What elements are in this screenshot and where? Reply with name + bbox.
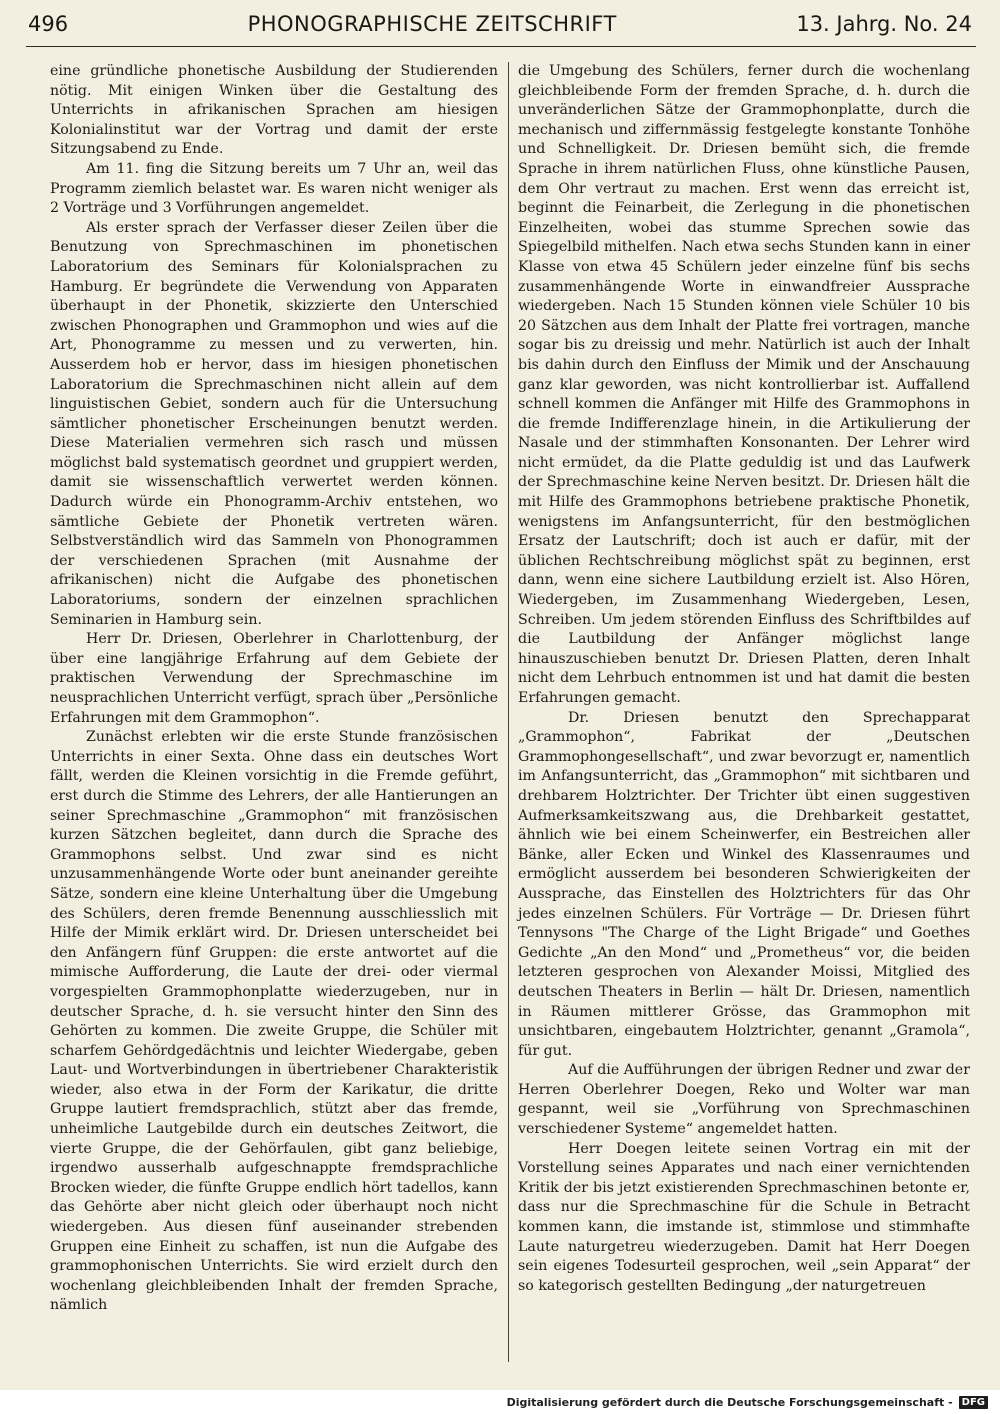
journal-title: PHONOGRAPHISCHE ZEITSCHRIFT [247, 12, 617, 36]
paragraph: die Umgebung des Schülers, ferner durch die wochenlang gleichbleibende Form der fremden Sprache, d. h. durch die unveränderlichen Sätze der Grammophonplatte, durch die mechanisch und ziffernmässig festgelegte konstante Tonhöhe und Schnelligkeit. Dr. Driesen bemüht sich, die fremde Sprache in ihrem natürlichen Fluss, ohne künstliche Pausen, dem Ohr vertraut zu machen. Erst wenn das erreicht ist, beginnt die Feinarbeit, die Zerlegung in die phonetischen Einzelheiten, wobei das stumme Sprechen sowie das Spiegelbild mithelfen. Nach etwa sechs Stunden kann in einer Klasse von etwa 45 Schülern jeder einzelne fünf bis sechs zusammenhängende Worte in einwandfreier Aussprache wiedergeben. Nach 15 Stunden können viele Schüler 10 bis 20 Sätzchen aus dem Inhalt der Platte frei vortragen, manche sogar bis zu dreissig und mehr. Natürlich ist auch der Inhalt bis dahin durch den Einfluss der Mimik und der Anschauung ganz klar geworden, was nicht kontrollierbar ist. Auffallend schnell kommen die Anfänger mit Hilfe des Grammophons in die fremde Indifferenzlage hinein, in die Artikulierung der Nasale und der stimmhaften Konsonanten. Der Lehrer wird nicht ermüdet, da die Platte geduldig ist und das Laufwerk der Sprechmaschine keine Nerven besitzt. Dr. Driesen hält die mit Hilfe des Grammophons betriebene praktische Phonetik, wenigstens im Anfangsunterricht, für den bestmöglichen Ersatz der Lautschrift; doch ist auch er dafür, mit der üblichen Rechtschreibung möglichst spät zu beginnen, erst dann, wenn eine sichere Lautbildung erzielt ist. Also Hören, Wiedergeben, im Zusammenhang Wiedergeben, Lesen, Schreiben. Um jedem störenden Einfluss des Schriftbildes auf die Lautbildung der Anfänger möglichst lange hinauszuschieben benutzt Dr. Driesen Platten, deren Inhalt nicht dem Lehrbuch entnommen ist und hat damit die besten Erfahrungen gemacht. [518, 63, 970, 706]
header-rule [26, 46, 976, 47]
paragraph: Dr. Driesen benutzt den Sprechapparat „Grammophon“, Fabrikat der „Deutschen Grammophongesellschaft“, und zwar bevorzugt er, namentlich im Anfangsunterricht, das „Grammophon“ mit sichtbaren und drehbarem Holztrichter. Der Trichter übt einen suggestiven Aufmerksamkeitszwang aus, die Drehbarkeit gestattet, ähnlich wie bei einem Scheinwerfer, ein Bestreichen aller Bänke, aller Ecken und Winkel des Klassenraumes und ermöglicht ausserdem bei besonderen Schwierigkeiten der Aussprache, das Einstellen des Holztrichters für das Ohr jedes einzelnen Schülers. Für Vorträge — Dr. Driesen führt Tennysons "The Charge of the Light Brigade“ und Goethes Gedichte „An den Mond“ und „Prometheus“ vor, die beiden letzteren gesprochen von Alexander Moissi, Mitglied des deutschen Theaters in Berlin — hält Dr. Driesen, namentlich in Räumen mittlerer Grösse, das Grammophon mit unsichtbaren, eingebautem Holztrichter, genannt „Gramola“, für gut. [518, 709, 970, 1059]
right-column [518, 62, 970, 1296]
issue-label: 13. Jahrg. No. 24 [796, 12, 972, 36]
column-divider [508, 62, 509, 1362]
paragraph: Als erster sprach der Verfasser dieser Zeilen über die Benutzung von Sprechmaschinen im phonetischen Laboratorium des Seminars für Kolonialsprachen zu Hamburg. Er begründete die Verwendung von Apparaten überhaupt in der Phonetik, skizzierte den Unterschied zwischen Phonographen und Grammophon und wies auf die Art, Phonogramme zu messen und zu verwerten, hin. Ausserdem hob er hervor, dass im hiesigen phonetischen Laboratorium die Sprechmaschinen nicht allein auf dem linguistischen Gebiet, sondern auch für die Untersuchung sämtlicher phonetischer Erscheinungen benutzt werden. Diese Materialien vermehren sich rasch und müssen möglichst bald systematisch geordnet und gruppiert werden, damit sie wissenschaftlich verwertet werden können. Dadurch würde ein Phonogramm-Archiv entstehen, wo sämtliche Gebiete der Phonetik vertreten wären. Selbstverständlich wird das Sammeln von Phonogrammen der verschiedenen Sprachen (mit Ausnahme der afrikanischen) nicht die Aufgabe des phonetischen Laboratoriums, sondern der einzelnen sprachlichen Seminarien in Hamburg sein. [50, 219, 498, 628]
paragraph: Herr Doegen leitete seinen Vortrag ein mit der Vorstellung seines Apparates und nach einer vernichtenden Kritik der bis jetzt existierenden Sprechmaschinen betonte er, dass nur die Sprechmaschine für die Schule in Betracht kommen kann, die imstande ist, stimmlose und stimmhafte Laute naturgetreu wiederzugeben. Damit hat Herr Doegen sein eigenes Todesurteil gesprochen, weil „sein Apparat“ der so kategorisch gestellten Bedingung „der naturgetreuen [518, 1140, 970, 1294]
paragraph: Am 11. fing die Sitzung bereits um 7 Uhr an, weil das Programm ziemlich belastet war. Es waren nicht weniger als 2 Vorträge und 3 Vorführungen angemeldet. [50, 160, 498, 217]
paragraph: eine gründliche phonetische Ausbildung der Studierenden nötig. Mit einigen Winken über die Gestaltung des Unterrichts in afrikanischen Sprachen am hiesigen Kolonialinstitut war der Vortrag und damit der erste Sitzungsabend zu Ende. [50, 63, 498, 158]
running-header [28, 12, 972, 48]
digitization-footer [0, 1390, 1000, 1414]
dfg-logo: DFG [959, 1396, 988, 1409]
page-number: 496 [28, 12, 69, 36]
paragraph: Auf die Aufführungen der übrigen Redner und zwar der Herren Oberlehrer Doegen, Reko und Wolter war man gespannt, weil sie „Vorführung von Sprechmaschinen verschiedener Systeme“ angemeldet hatten. [518, 1062, 970, 1138]
paragraph: Herr Dr. Driesen, Oberlehrer in Charlottenburg, der über eine langjährige Erfahrung auf dem Gebiete der praktischen Verwendung der Sprechmaschine im neusprachlichen Unterricht verfügt, sprach über „Persönliche Erfahrungen mit dem Grammophon“. [50, 631, 498, 726]
paragraph: Zunächst erlebten wir die erste Stunde französischen Unterrichts in einer Sexta. Ohne dass ein deutsches Wort fällt, werden die Kleinen vorsichtig in die Fremde geführt, erst durch die Stimme des Lehrers, der alle Hantierungen an seiner Sprechmaschine „Grammophon“ mit französischen kurzen Sätzchen begleitet, dann durch die Sprache des Grammophons selbst. Und zwar sind es nicht unzusammenhängende Worte oder bunt aneinander gereihte Sätze, sondern eine kleine Unterhaltung über die Umgebung des Schülers, deren fremde Benennung ausschliesslich mit Hilfe der Mimik erklärt wird. Dr. Driesen unterscheidet bei den Anfängern fünf Gruppen: die erste antwortet auf die mimische Aufforderung, die Laute der drei- oder viermal vorgespielten Grammophonplatte wiederzugeben, nur in deutscher Sprache, d. h. sie versucht hinter den Sinn des Gehörten zu kommen. Die zweite Gruppe, die Schüler mit scharfem Gehördgedächtnis und leichter Wiedergabe, geben Laut- und Wortverbindungen in übertriebener Charakteristik wieder, also etwa in der Form der Karikatur, die dritte Gruppe lautiert fremdsprachlich, stützt aber das fremde, unheimliche Lautgebilde durch ein deutsches Zeitwort, die vierte Gruppe, die der Gehörfaulen, gibt ganz beliebige, irgendwo ausserhalb aufgeschnappte fremdsprachliche Brocken wieder, die fünfte Gruppe endlich hört tadellos, kann das Gehörte aber nicht gleich oder überhaupt noch nicht wiedergeben. Aus diesen fünf auseinander strebenden Gruppen eine Einheit zu schaffen, ist nun die Aufgabe des grammophonischen Unterrichts. Sie wird erzielt durch den wochenlang gleichbleibenden Inhalt der fremden Sprache, nämlich [50, 729, 498, 1314]
left-column [50, 62, 498, 1316]
funding-credit: Digitalisierung gefördert durch die Deutsche Forschungsgemeinschaft - [506, 1395, 953, 1409]
